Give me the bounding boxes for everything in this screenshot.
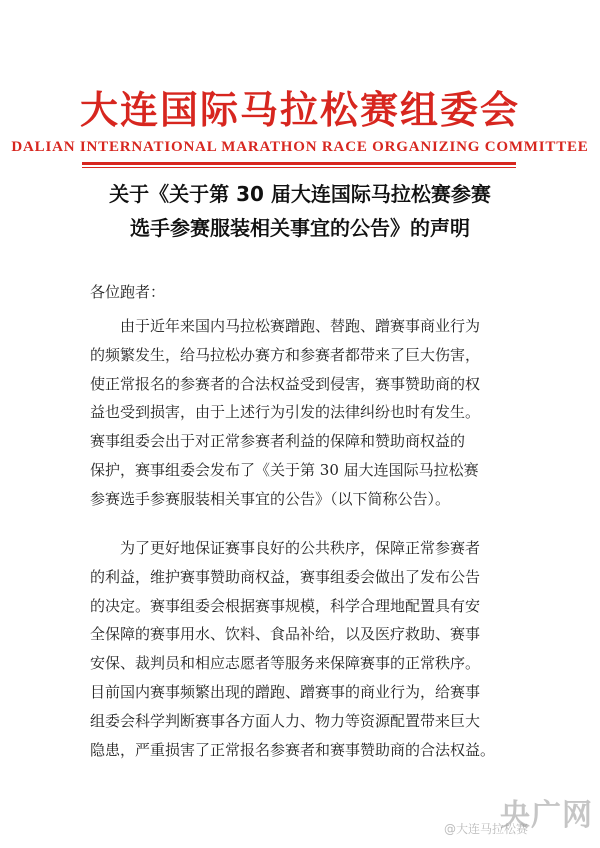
weibo-watermark: @大连马拉松赛 — [444, 822, 529, 836]
org-name-chinese: 大连国际马拉松赛组委会 — [79, 88, 520, 132]
paragraph-line: 全保障的赛事用水、饮料、食品补给，以及医疗救助、赛事 — [90, 625, 481, 644]
paragraph-line: 组委会科学判断赛事各方面人力、物力等资源配置带来巨大 — [90, 711, 481, 730]
paragraph-line: 目前国内赛事频繁出现的蹭跑、蹭赛事的商业行为，给赛事 — [90, 682, 481, 701]
paragraph-line: 隐患，严重损害了正常报名参赛者和赛事赞助商的合法权益。 — [90, 740, 496, 759]
cnr-logo-watermark: 央广网 — [500, 798, 593, 833]
paragraph-line: 的利益，维护赛事赞助商权益，赛事组委会做出了发布公告 — [90, 567, 481, 586]
paragraph-line: 参赛选手参赛服装相关事宜的公告》（以下简称公告）。 — [90, 489, 451, 508]
org-name-english: DALIAN INTERNATIONAL MARATHON RACE ORGANIZING COMMITTEE — [11, 139, 589, 155]
paragraph-line: 赛事组委会出于对正常参赛者利益的保障和赞助商权益的 — [90, 432, 466, 451]
paragraph-line: 益也受到损害，由于上述行为引发的法律纠纷也时有发生。 — [90, 403, 481, 422]
paragraph-1 — [90, 312, 516, 514]
header-divider-thin — [82, 167, 516, 168]
paragraph-line: 保护，赛事组委会发布了《关于第 30 届大连国际马拉松赛 — [90, 460, 479, 479]
paragraph-line: 的决定。赛事组委会根据赛事规模，科学合理地配置具有安 — [90, 596, 481, 615]
paragraph-line: 为了更好地保证赛事良好的公共秩序，保障正常参赛者 — [120, 539, 481, 557]
document-title-line-1: 关于《关于第 30 届大连国际马拉松赛参赛 — [109, 182, 491, 206]
paragraph-line: 安保、裁判员和相应志愿者等服务来保障赛事的正常秩序。 — [90, 654, 481, 673]
paragraph-line: 使正常报名的参赛者的合法权益受到侵害，赛事赞助商的权 — [90, 374, 481, 393]
paragraph-line: 的频繁发生，给马拉松办赛方和参赛者都带来了巨大伤害， — [90, 345, 481, 364]
paragraph-2 — [90, 534, 516, 764]
document-title-line-2: 选手参赛服装相关事宜的公告》的声明 — [130, 216, 470, 240]
greeting: 各位跑者： — [90, 283, 166, 301]
header-divider-thick — [82, 162, 516, 165]
paragraph-line: 由于近年来国内马拉松赛蹭跑、替跑、蹭赛事商业行为 — [120, 317, 481, 335]
